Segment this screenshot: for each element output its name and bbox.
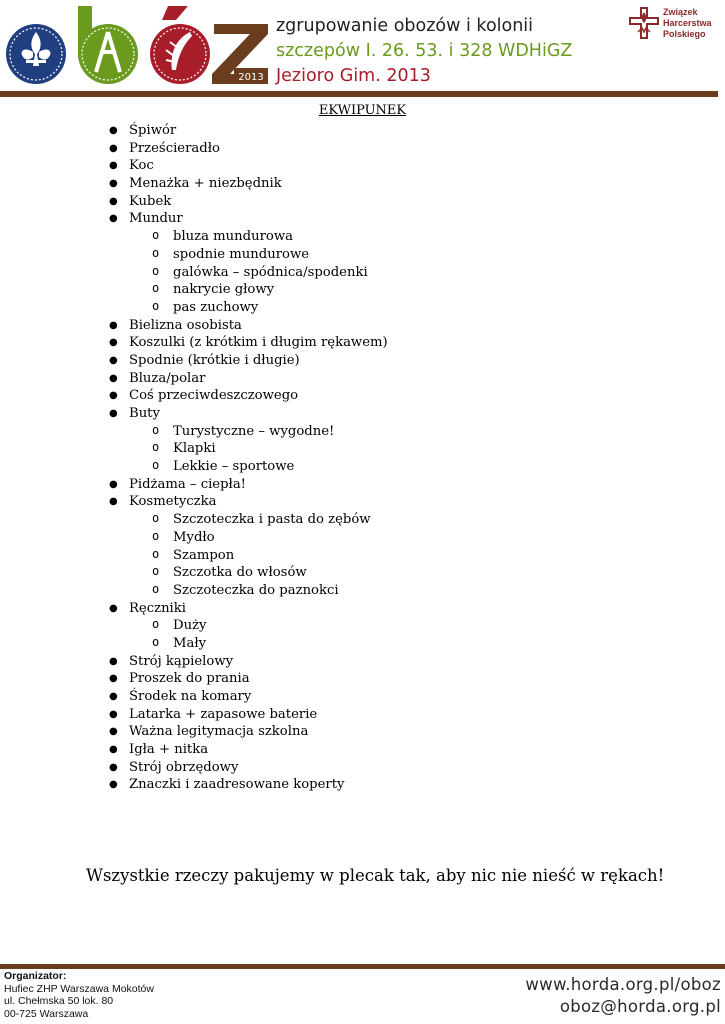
list-item [0, 387, 725, 405]
camp-logo [2, 2, 270, 86]
list-item-text: Kosmetyczka [129, 494, 217, 510]
list-item-text: Ważna legitymacja szkolna [129, 724, 309, 740]
bullet-icon: ● [109, 496, 118, 508]
sub-list-item [0, 423, 725, 441]
organizer-name: Hufiec ZHP Warszawa Mokotów [4, 982, 154, 995]
sub-list-item [0, 635, 725, 653]
sub-list-item [0, 529, 725, 547]
list-item-text: Lekkie – sportowe [173, 459, 295, 475]
circle-bullet-icon: o [152, 422, 160, 437]
list-item-text: Środek na komary [129, 689, 252, 704]
sub-list-item [0, 440, 725, 458]
list-item-text: Szczoteczka do paznokci [173, 582, 339, 598]
list-item [0, 600, 725, 618]
sub-list-item [0, 458, 725, 476]
list-item-text: Prześcieradło [129, 140, 220, 156]
circle-bullet-icon: o [152, 458, 160, 473]
list-item-text: Latarka + zapasowe baterie [129, 706, 318, 722]
organizer-block [4, 970, 154, 1020]
list-item-text: spodnie mundurowe [173, 246, 310, 262]
circle-bullet-icon: o [152, 511, 160, 526]
circle-bullet-icon: o [152, 617, 160, 632]
bullet-icon: ● [109, 761, 118, 773]
list-item-text: nakrycie głowy [173, 282, 275, 298]
list-item [0, 193, 725, 211]
equipment-list [0, 122, 725, 794]
bullet-icon: ● [109, 337, 118, 349]
bullet-icon: ● [109, 708, 118, 720]
list-item-text: Strój kąpielowy [129, 653, 234, 669]
bullet-icon: ● [109, 779, 118, 791]
sub-list-item [0, 246, 725, 264]
list-item-text: Proszek do prania [129, 671, 250, 687]
circle-bullet-icon: o [152, 546, 160, 561]
circle-bullet-icon: o [152, 228, 160, 243]
list-item-text: Mydło [173, 529, 215, 545]
list-item-text: Buty [129, 406, 160, 421]
sub-list-item [0, 264, 725, 282]
bullet-icon: ● [109, 408, 118, 419]
zhp-line-2: Harcerstwa [663, 18, 712, 28]
list-item [0, 122, 725, 140]
list-item-text: Kubek [129, 193, 172, 209]
header-divider [0, 91, 718, 97]
list-item [0, 688, 725, 706]
circle-bullet-icon: o [152, 634, 160, 649]
list-item [0, 476, 725, 494]
list-item-text: Znaczki i zaadresowane koperty [129, 777, 345, 793]
list-item-text: Klapki [173, 441, 216, 457]
sub-list-item [0, 547, 725, 565]
list-item [0, 653, 725, 671]
camp-title [276, 14, 572, 89]
list-item-text: Szczotka do włosów [173, 565, 307, 581]
list-item [0, 140, 725, 158]
circle-bullet-icon: o [152, 440, 160, 455]
list-item-text: Szampon [173, 547, 235, 563]
list-item-text: Bluza/polar [129, 370, 206, 386]
sub-list-item [0, 617, 725, 635]
list-item-text: Duży [173, 618, 207, 634]
organizer-label: Organizator: [4, 970, 67, 982]
email-link[interactable]: oboz@horda.org.pl [559, 997, 721, 1016]
list-item-text: galówka – spódnica/spodenki [173, 264, 368, 280]
list-item [0, 493, 725, 511]
page-title: EKWIPUNEK [318, 103, 407, 118]
list-item [0, 210, 725, 228]
list-item-text: bluza mundurowa [173, 229, 293, 245]
list-item [0, 741, 725, 759]
list-item-text: Strój obrzędowy [129, 759, 239, 775]
list-item-text: Spodnie (krótkie i długie) [129, 352, 300, 368]
bullet-icon: ● [109, 726, 118, 738]
bullet-icon: ● [109, 478, 118, 490]
bullet-icon: ● [109, 354, 118, 366]
circle-bullet-icon: o [152, 263, 160, 278]
circle-bullet-icon: o [152, 528, 160, 543]
list-item-text: Szczoteczka i pasta do zębów [173, 512, 371, 528]
bullet-icon: ● [109, 178, 118, 190]
list-item-text: Igła + nitka [129, 742, 209, 758]
circle-bullet-icon: o [152, 298, 160, 313]
sub-list-item [0, 281, 725, 299]
bullet-icon: ● [109, 372, 118, 384]
zhp-line-1: Związek [663, 7, 698, 17]
footer-divider [0, 964, 725, 969]
list-item-text: Bielizna osobista [129, 317, 242, 333]
list-item [0, 370, 725, 388]
website-link[interactable]: www.horda.org.pl/oboz [525, 975, 721, 994]
header-line-3: Jezioro Gim. 2013 [276, 66, 431, 86]
bullet-icon: ● [109, 319, 118, 331]
logo-year: 2013 [238, 72, 264, 83]
list-item-text: Turystyczne – wygodne! [173, 423, 335, 439]
list-item [0, 175, 725, 193]
list-item [0, 334, 725, 352]
circle-bullet-icon: o [152, 564, 160, 579]
bullet-icon: ● [109, 125, 118, 136]
list-item [0, 405, 725, 423]
circle-bullet-icon: o [152, 581, 160, 596]
organizer-city: 00-725 Warszawa [4, 1007, 89, 1020]
bullet-icon: ● [109, 213, 118, 225]
bullet-icon: ● [109, 142, 118, 154]
header-line-1: zgrupowanie obozów i kolonii [276, 16, 534, 36]
zhp-badge [628, 6, 723, 46]
list-item [0, 670, 725, 688]
header-line-2: szczepów I. 26. 53. i 328 WDHiGZ [276, 41, 573, 61]
list-item-text: Pidżama – ciepła! [129, 476, 246, 492]
bullet-icon: ● [109, 602, 118, 614]
closing-note: Wszystkie rzeczy pakujemy w plecak tak, aby nic nie nieść w rękach! [86, 866, 665, 885]
bullet-icon: ● [109, 744, 118, 756]
sub-list-item [0, 582, 725, 600]
sub-list-item [0, 299, 725, 317]
sub-list-item [0, 228, 725, 246]
bullet-icon: ● [109, 195, 118, 207]
list-item-text: Coś przeciwdeszczowego [129, 388, 299, 404]
lily-cross-icon [628, 6, 660, 40]
list-item-text: Mundur [129, 211, 183, 227]
list-item-text: Koc [129, 158, 154, 174]
contact-block [525, 974, 721, 1018]
list-item [0, 776, 725, 794]
list-item-text: Menażka + niezbędnik [129, 176, 282, 192]
list-item [0, 352, 725, 370]
zhp-line-3: Polskiego [663, 29, 706, 39]
bullet-icon: ● [109, 673, 118, 685]
bullet-icon: ● [109, 390, 118, 402]
list-item [0, 157, 725, 175]
bullet-icon: ● [109, 160, 118, 172]
list-item [0, 759, 725, 777]
sub-list-item [0, 511, 725, 529]
list-item-text: Śpiwór [129, 123, 177, 138]
list-item-text: Ręczniki [129, 600, 186, 616]
bullet-icon: ● [109, 691, 118, 702]
circle-bullet-icon: o [152, 281, 160, 296]
list-item [0, 317, 725, 335]
bullet-icon: ● [109, 655, 118, 667]
list-item [0, 723, 725, 741]
list-item-text: pas zuchowy [173, 299, 259, 315]
list-item-text: Mały [173, 635, 207, 651]
page-header [0, 0, 725, 96]
sub-list-item [0, 564, 725, 582]
circle-bullet-icon: o [152, 245, 160, 260]
organizer-street: ul. Chełmska 50 lok. 80 [4, 995, 114, 1008]
list-item [0, 706, 725, 724]
list-item-text: Koszulki (z krótkim i długim rękawem) [129, 335, 388, 351]
